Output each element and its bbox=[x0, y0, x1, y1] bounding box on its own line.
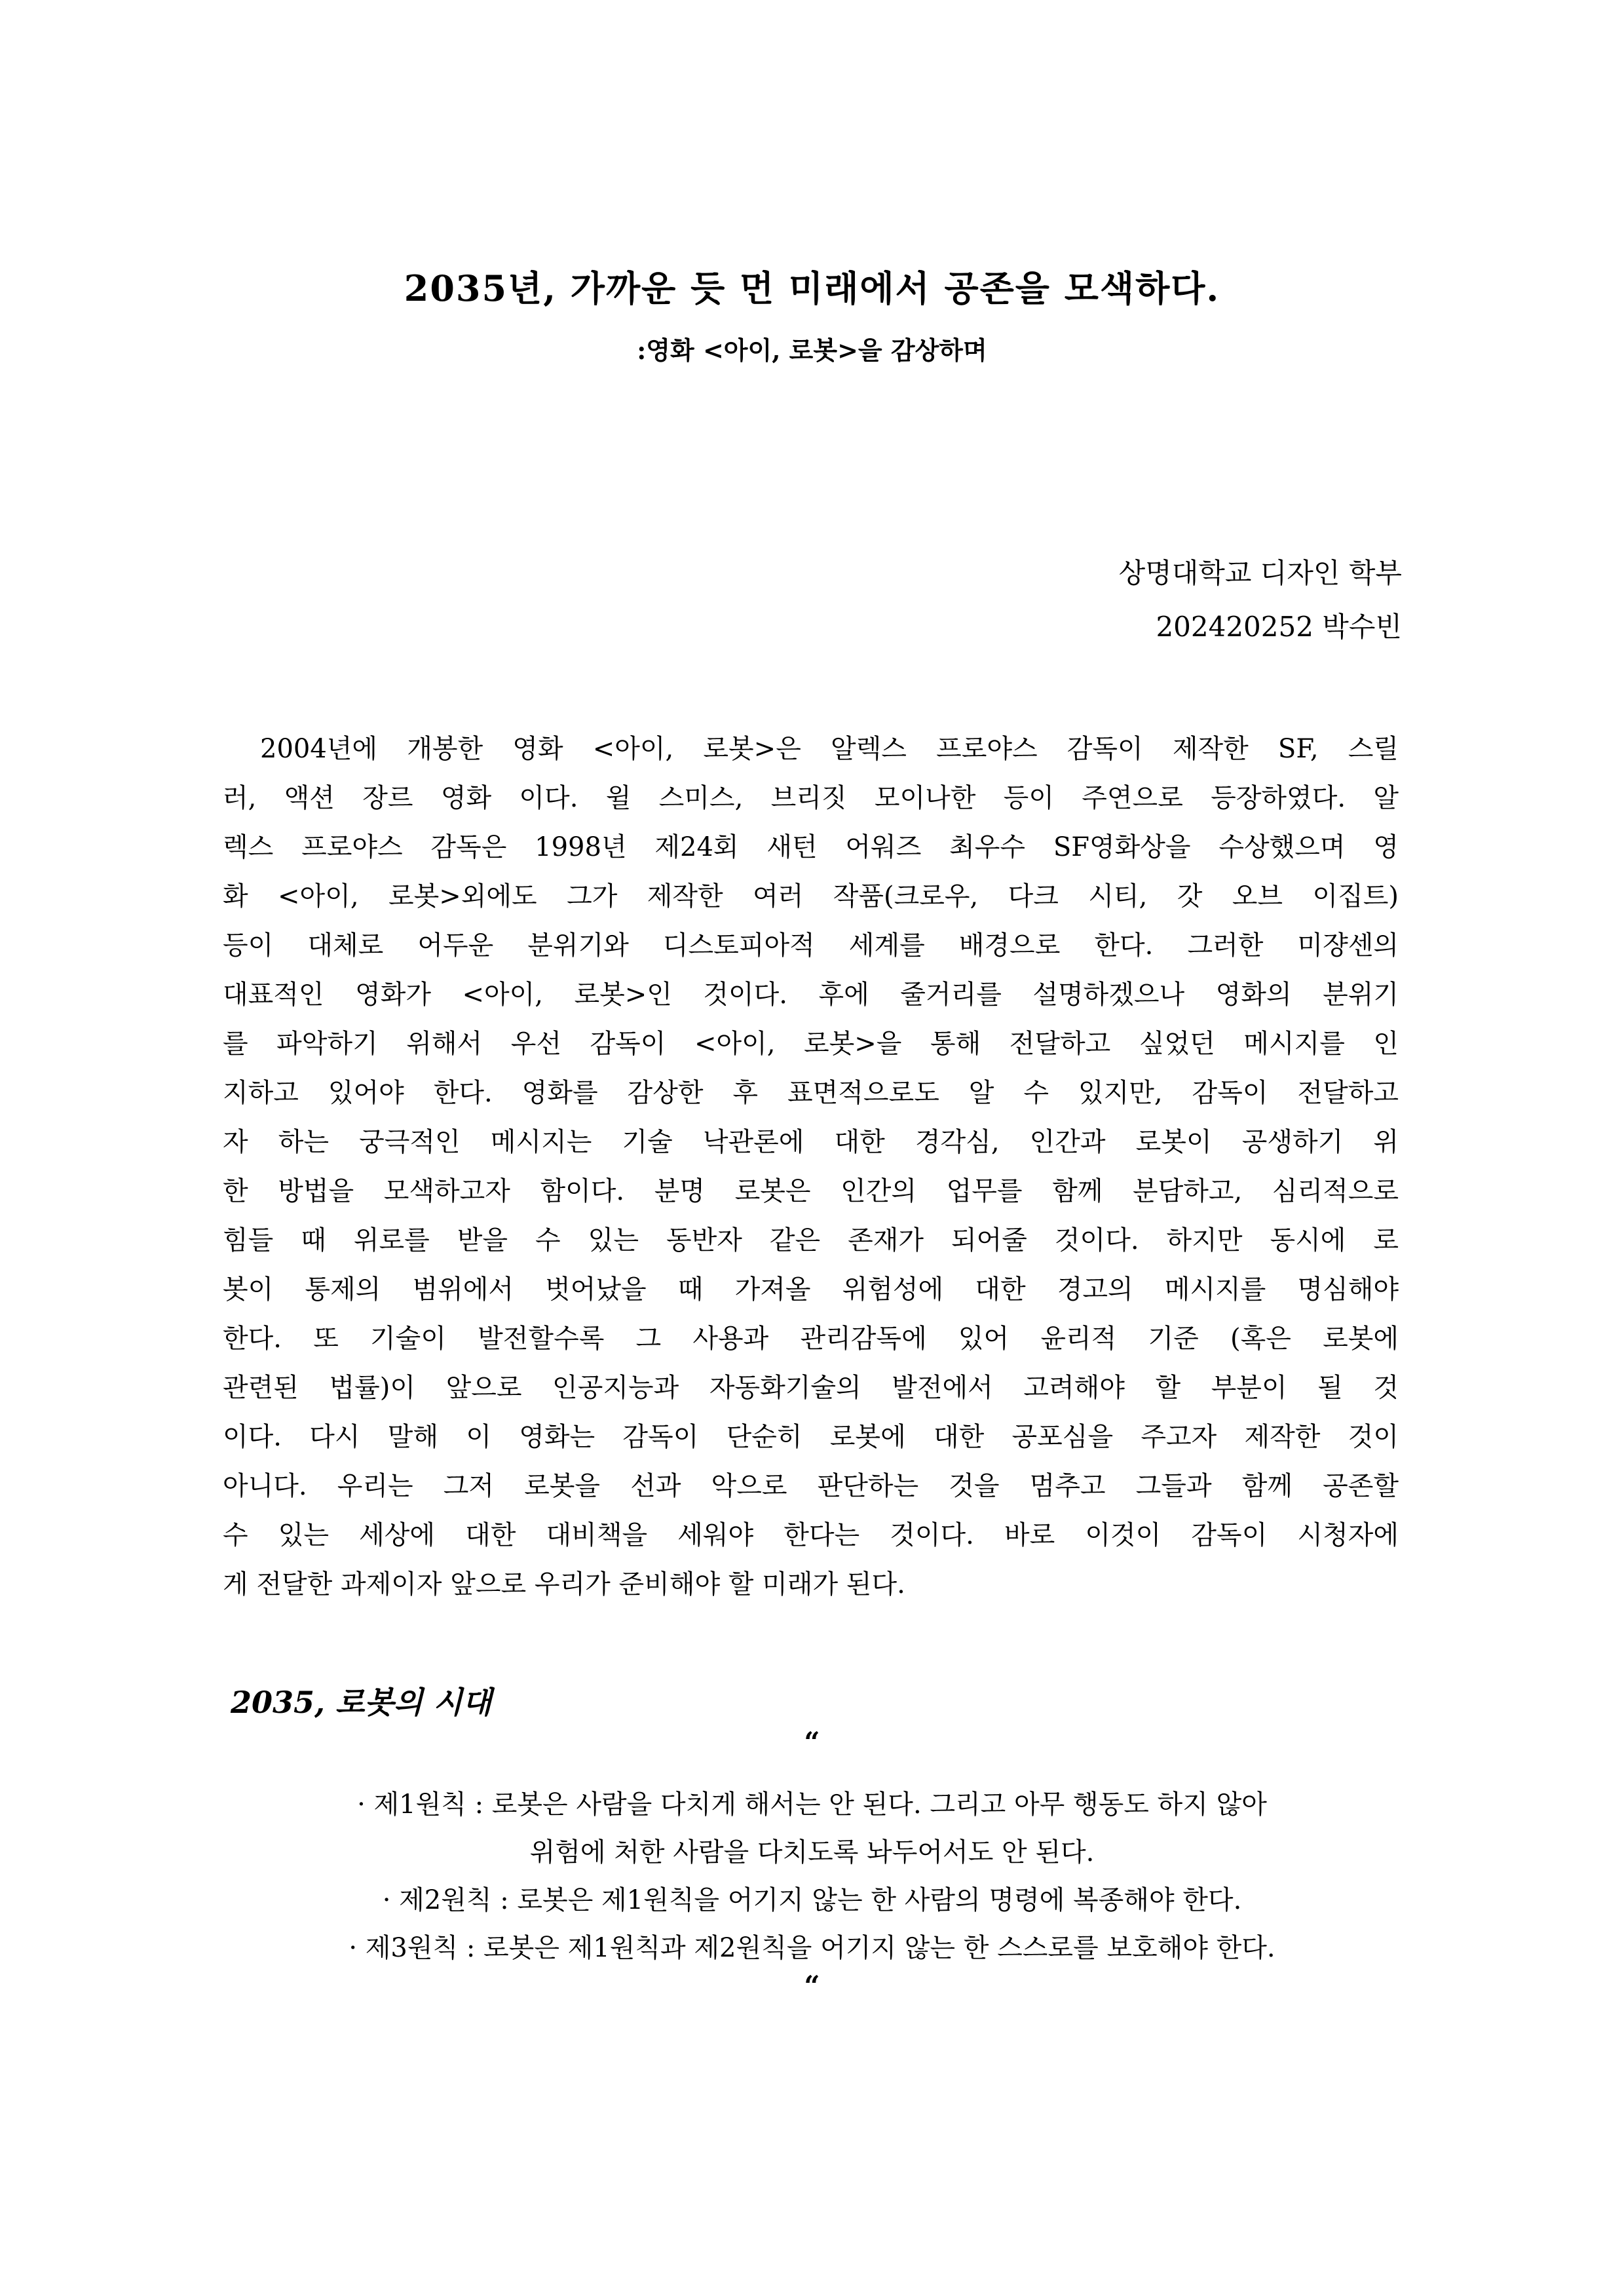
body-line: 힘들 때 위로를 받을 수 있는 동반자 같은 존재가 되어줄 것이다. 하지만 동시에 로 bbox=[223, 1225, 1399, 1255]
close-quote-mark: “ bbox=[804, 1970, 820, 2002]
author-block bbox=[1119, 546, 1402, 654]
principle-line-1: · 제1원칙 : 로봇은 사람을 다치게 해서는 안 된다. 그리고 아무 행동도 하지 않아 bbox=[357, 1789, 1267, 1820]
author-student-id: 202420252 박수빈 bbox=[1156, 611, 1402, 643]
body-line: 수 있는 세상에 대한 대비책을 세워야 한다는 것이다. 바로 이것이 감독이 시청자에 bbox=[223, 1520, 1399, 1550]
body-line: 한다. 또 기술이 발전할수록 그 사용과 관리감독에 있어 윤리적 기준 (혹은 로봇에 bbox=[223, 1324, 1399, 1354]
body-line: 등이 대체로 어두운 분위기와 디스토피아적 세계를 배경으로 한다. 그러한 미쟝센의 bbox=[223, 930, 1399, 961]
body-line: 대표적인 영화가 <아이, 로봇>인 것이다. 후에 줄거리를 설명하겠으나 영화의 분위기 bbox=[223, 980, 1399, 1010]
body-line: 자 하는 궁극적인 메시지는 기술 낙관론에 대한 경각심, 인간과 로봇이 공생하기 위 bbox=[223, 1127, 1399, 1157]
essay-paragraph bbox=[223, 725, 1399, 1609]
body-line: 게 전달한 과제이자 앞으로 우리가 준비해야 할 미래가 된다. bbox=[223, 1569, 905, 1599]
principle-line-2: · 제2원칙 : 로봇은 제1원칙을 어기지 않는 한 사람의 명령에 복종해야 한다. bbox=[382, 1885, 1242, 1915]
author-affiliation: 상명대학교 디자인 학부 bbox=[1118, 557, 1402, 589]
body-line: 를 파악하기 위해서 우선 감독이 <아이, 로봇>을 통해 전달하고 싶었던 메시지를 인 bbox=[223, 1029, 1399, 1059]
body-line: 지하고 있어야 한다. 영화를 감상한 후 표면적으로도 알 수 있지만, 감독이 전달하고 bbox=[223, 1078, 1399, 1108]
section-heading: 2035, 로봇의 시대 bbox=[231, 1685, 492, 1720]
body-line: 화 <아이, 로봇>외에도 그가 제작한 여러 작품(크로우, 다크 시티, 갓 오브 이집트) bbox=[223, 881, 1399, 911]
body-line: 2004년에 개봉한 영화 <아이, 로봇>은 알렉스 프로야스 감독이 제작한 SF, 스릴 bbox=[260, 734, 1399, 764]
principle-line-1b: 위험에 처한 사람을 다치도록 놔두어서도 안 된다. bbox=[529, 1837, 1095, 1867]
page-subtitle: :영화 <아이, 로봇>을 감상하며 bbox=[637, 335, 987, 365]
body-line: 렉스 프로야스 감독은 1998년 제24회 새턴 어워즈 최우수 SF영화상을 수상했으며 영 bbox=[223, 832, 1399, 862]
principle-line-3: · 제3원칙 : 로봇은 제1원칙과 제2원칙을 어기지 않는 한 스스로를 보호해야 한다. bbox=[349, 1933, 1275, 1963]
body-line: 봇이 통제의 범위에서 벗어났을 때 가져올 위험성에 대한 경고의 메시지를 명심해야 bbox=[223, 1274, 1399, 1305]
principles-block bbox=[111, 1781, 1513, 1972]
body-line: 아니다. 우리는 그저 로봇을 선과 악으로 판단하는 것을 멈추고 그들과 함께 공존할 bbox=[223, 1471, 1399, 1501]
body-line: 한 방법을 모색하고자 함이다. 분명 로봇은 인간의 업무를 함께 분담하고, 심리적으로 bbox=[223, 1176, 1399, 1206]
page-title: 2035년, 가까운 듯 먼 미래에서 공존을 모색하다. bbox=[404, 267, 1220, 309]
body-line: 러, 액션 장르 영화 이다. 윌 스미스, 브리짓 모이나한 등이 주연으로 등장하였다. 알 bbox=[223, 783, 1399, 813]
open-quote-mark: “ bbox=[804, 1726, 820, 1758]
body-line: 관련된 법률)이 앞으로 인공지능과 자동화기술의 발전에서 고려해야 할 부분이 될 것 bbox=[223, 1373, 1399, 1403]
body-line: 이다. 다시 말해 이 영화는 감독이 단순히 로봇에 대한 공포심을 주고자 제작한 것이 bbox=[223, 1422, 1399, 1452]
